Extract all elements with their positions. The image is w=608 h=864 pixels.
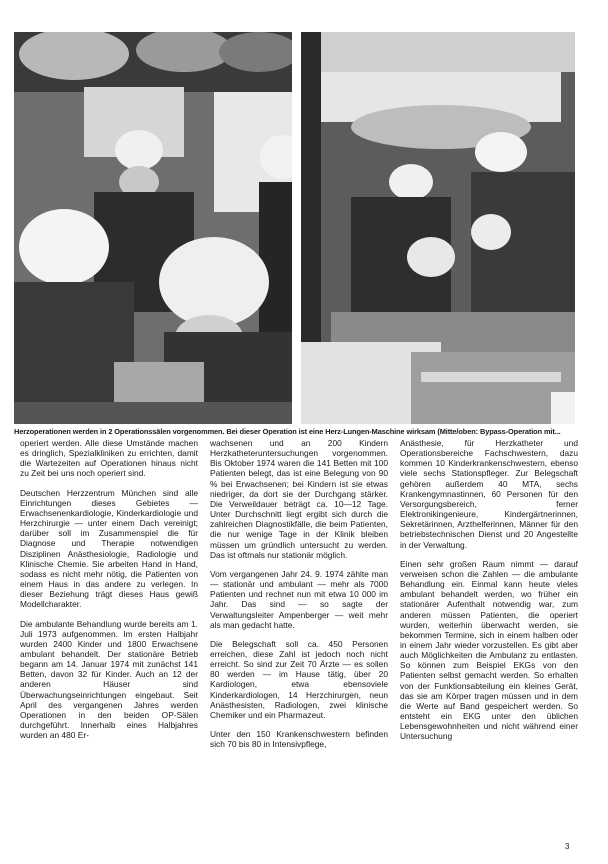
paragraph: operiert werden. Alle diese Umstände machen es dringlich, Spezialkliniken zu errichten, damit die Wartezeiten auf Operationen hinaus nicht zu Zeit bei uns noch operiert sind. bbox=[20, 438, 198, 479]
paragraph: Einen sehr großen Raum nimmt — darauf verweisen schon die Zahlen — die ambulante Behandlung ein. Einmal kann heute vieles ambulant behandelt werden, wo früher ein stationärer Aufenthalt notwendig war, zum anderen müssen Patienten, die operiert wurden, weiterhin überwacht werden, sie bekommen Termine, sich in einem halben oder in einem Jahr wieder vorzustellen. Es gibt aber auch Möglichkeiten die Ambulanz zu entlasten. So können zum Beispiel EKGs von den Patienten selbst gemacht werden. So erhalten von der Funktionsabteilung ein kleines Gerät, das sie am Körper tragen müssen und in dem die Werte auf Band gespeichert werden. So entsteht ein EKG unter den üblichen Lebensgewohnheiten und nicht während einer Untersuchung bbox=[400, 558, 578, 742]
photo-surgeons-left bbox=[14, 32, 292, 424]
paragraph: Unter den 150 Krankenschwestern befinden sich 70 bis 80 in Intensivpflege, bbox=[210, 729, 388, 750]
photo-heart-lung-machine-right bbox=[301, 32, 575, 424]
paragraph: Die ambulante Behandlung wurde bereits am 1. Juli 1973 aufgenommen. Im ersten Halbjahr wurden 2400 Kinder und 1800 Erwachsene ambulant behandelt. Der stationäre Betrieb begann am 14. Januar 1974 mit zunächst 141 Betten, davon 32 für Kinder. Auch an 12 der anderen Häuser sind Überwachungseinrichtungen eingebaut. Seit April des vergangenen Jahres werden Operationen in den beiden OP-Sälen durchgeführt. Innerhalb eines Halbjahres wurden an 480 Er- bbox=[20, 618, 198, 741]
paragraph: Deutschen Herzzentrum München sind alle Einrichtungen dieses Gebietes — Erwachsenenkardiologie, Kinderkardiologie und Herzchirurgie — unter einem Dach vereinigt; darüber soll im Zusammenspiel die für Diagnose und Therapie notwendigen Disziplinen Anästhesiologie, Radiologie und Klinische Chemie. Sie arbeiten Hand in Hand, sodass es nicht mehr nötig, die Patienten von einem Haus in das andere zu verlegen. In dieser Beziehung trägt dieses Haus gewiß Modellcharakter. bbox=[20, 487, 198, 610]
surgery-photo-left-graphic bbox=[14, 32, 292, 424]
paragraph: Anästhesie, für Herzkatheter und Operationsbereiche Fachschwestern, dazu kommen 10 Kinderkrankenschwestern, ebenso viele sechs Stationspfleger. Zur Belegschaft gehören außerdem 40 MTA, sechs Krankengymnastinnen, 60 Personen für den Versorgungsbereich, ferner Elektronikingenieure, Kindergärtnerinnen, Sekretärinnen, Arzthelferinnen, Männer für den betriebstechnischen Dienst und 20 Angestellte in der Verwaltung. bbox=[400, 438, 578, 550]
text-column-3 bbox=[400, 438, 578, 751]
text-column-2 bbox=[210, 438, 388, 758]
paragraph: Vom vergangenen Jahr 24. 9. 1974 zählte man — stationär und ambulant — mehr als 7000 Patienten und rechnet nun mit etwa 10 000 im Jahr. Das sind — so sagte der Verwaltungsleiter Ampenberger — weit mehr als man gedacht hatte. bbox=[210, 568, 388, 630]
paragraph: wachsenen und an 200 Kindern Herzkatheteruntersuchungen vorgenommen. Bis Oktober 1974 waren die 141 Betten mit 100 Patienten belegt, das ist eine Belegung von 90 % bei Erwachsenen; bei Kindern ist sie etwas niedriger, da dort sie der Durchgang stärker. Die Verweildauer beträgt ca. 10—12 Tage. Unter Durchschnitt liegt ergibt sich durch die zahlreichen Diagnostikfälle, die beim Patienten, die nur wenige Tage in der Klinik bleiben müssen um gründlich untersucht zu werden. Das ist oftmals nur stationär möglich. bbox=[210, 438, 388, 560]
paragraph: Die Belegschaft soll ca. 450 Personen erreichen, diese Zahl ist jedoch noch nicht erreicht. So sind zur Zeit 70 Ärzte — es sollen 80 werden — im Hause tätig, über 20 Kardiologen, etwa ebensoviele Kinderkardiologen, 14 Herzchirurgen, neun Anästhesisten, Radiologen, zwei klinische Chemiker und ein Pharmazeut. bbox=[210, 638, 388, 720]
photo-caption: Herzoperationen werden in 2 Operationssälen vorgenommen. Bei dieser Operation ist eine Herz-Lungen-Maschine wirksam (Mitte/oben: Bypass-Operation mit... bbox=[14, 427, 561, 436]
text-column-1 bbox=[20, 438, 198, 749]
page-number: 3 bbox=[565, 842, 570, 851]
surgery-photo-right-graphic bbox=[301, 32, 575, 424]
